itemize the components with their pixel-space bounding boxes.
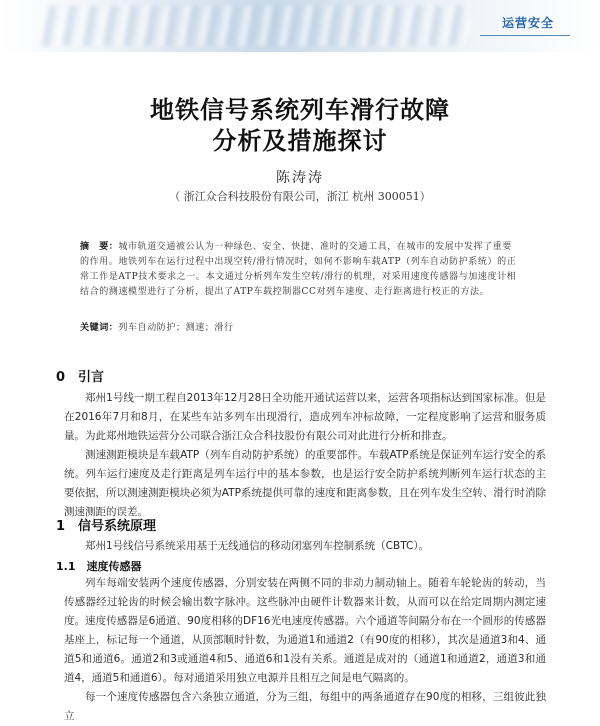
abstract (80, 240, 520, 300)
author-name: 陈涛涛 (276, 170, 324, 186)
intro-paragraph-2: 测速测距模块是车载ATP（列车自动防护系统）的重要部件。车载ATP系统是保证列车运行安全的系统。列车运行速度及走行距离是列车运行中的基本参数，也是运行安全防护系统判断列车运行状态的主要依据，所以测速测距模块必须为ATP系统提供可靠的速度和距离参数，且在列车发生空转、滑行时消除测速测距的误差。 (64, 449, 546, 518)
banner-rule (480, 35, 570, 36)
abstract-label: 摘 要： (80, 242, 119, 252)
heading-section-1: 1 信号系统原理 (56, 519, 157, 534)
section-1-1-paragraph-1: 列车每端安装两个速度传感器，分别安装在两侧不同的非动力制动轴上。随着车轮轮齿的转动，当传感器经过轮齿的时候会输出数字脉冲。这些脉冲由硬件计数器来计数，从而可以在给定周期内测定速度。 (64, 577, 546, 627)
abstract-text: 城市轨道交通被公认为一种绿色、安全、快捷、准时的交通工具，在城市的发展中发挥了重要的作用。地铁列车在运行过程中出现空转/滑行情况时，如何不影响车载ATP（列车自动防护系统）的正常工作是ATP技术要求之一。本文通过分析列车发生空转/滑行的机理，对采用速度传感器与加速度计相结合的测速模型进行了分析，提出了ATP车载控制器CC对列车速度、走行距离进行校正的方法。 (80, 242, 517, 297)
author-affiliation: （ 浙江众合科技股份有限公司，浙江 杭州 300051） (169, 190, 431, 203)
keywords-text: 列车自动防护；测速；滑行 (118, 323, 234, 333)
section-tag: 运营安全 (501, 16, 554, 30)
section-1-paragraph: 郑州1号线信号系统采用基于无线通信的移动闭塞列车控制系统（CBTC）。 (85, 540, 430, 552)
section-1-1-paragraph-3: 每一个速度传感器包含六条独立通道，分为三组，每组中的两条通道存在90度的相移，三组彼此独立 (64, 691, 546, 722)
article-title-line2: 分析及措施探讨 (212, 127, 388, 155)
article-title-line1: 地铁信号系统列车滑行故障 (150, 96, 450, 124)
section-1-1-paragraph-2: 速度传感器是6通道、90度相移的DF16光电速度传感器。六个通道等间隔分布在一个圆形的传感器基座上，标记每一个通道，从顶部顺时针数，为通道1和通道2（有90度的相移），其次是通道3和4、通道5和通道6。通道2和3或通道4和5、通道6和1没有关系。通道是成对的（通道1和通道2，通道3和通道4，通道5和通道6）。每对通道采用独立电源并且相互之间是电气隔离的。 (64, 615, 546, 684)
keywords (80, 320, 520, 333)
heading-introduction: 0 引言 (56, 370, 105, 385)
keywords-label: 关键词： (80, 323, 119, 333)
header-banner (0, 0, 600, 52)
banner-decoration (40, 6, 470, 46)
heading-section-1-1: 1.1 速度传感器 (56, 560, 142, 573)
intro-paragraph-1: 郑州1号线一期工程自2013年12月28日全功能开通试运营以来，运营各项指标达到国家标准。但是在2016年7月和8月，在某些车站多列车出现滑行，造成列车冲标故障，一定程度影响了运营和服务质量。为此郑州地铁运营分公司联合浙江众合科技股份有限公司对此进行分析和排查。 (64, 392, 546, 442)
